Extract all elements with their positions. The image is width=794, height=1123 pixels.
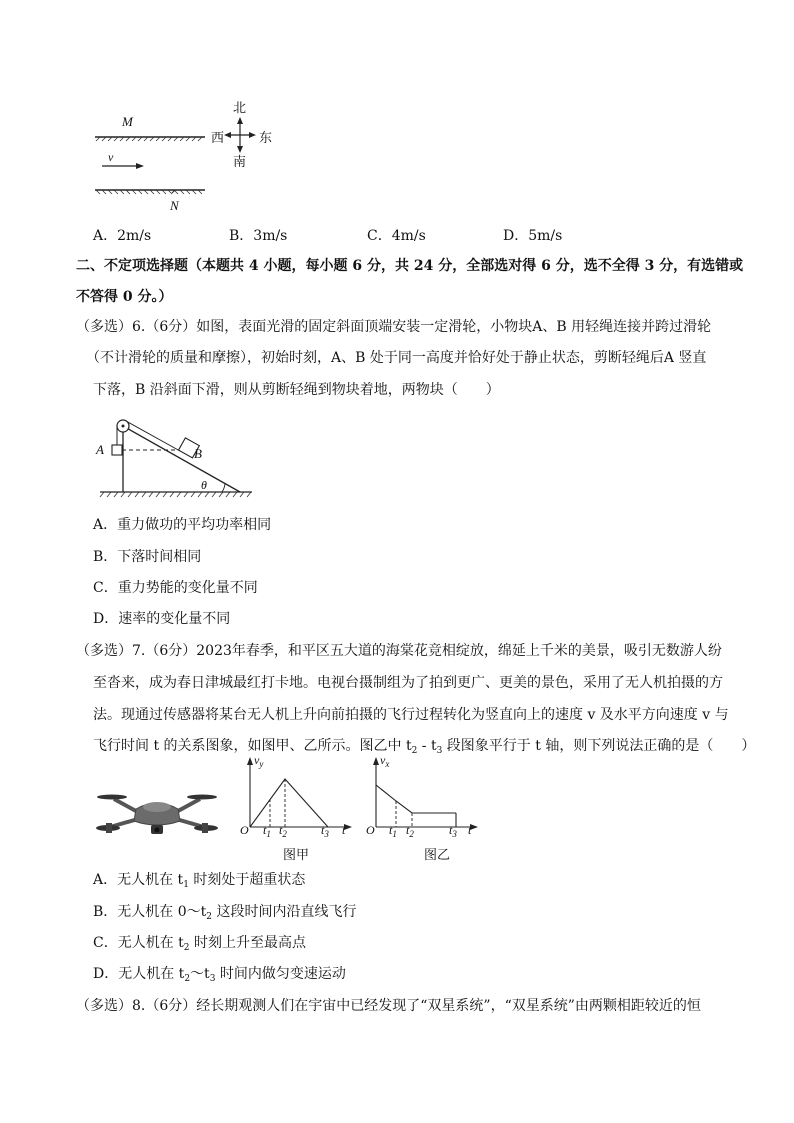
- velocity-label: v: [108, 150, 114, 164]
- graph-yi: [364, 753, 484, 865]
- q5-option-d: D．5m/s: [503, 228, 563, 244]
- graph-jia-t2-t: t: [279, 823, 283, 837]
- q6-stem-line3: 下落，B 沿斜面下滑，则从剪断轻绳到物块着地，两物块（ ）: [93, 382, 500, 398]
- graph-yi-ylabel-v: v: [380, 753, 386, 767]
- graph-yi-t3-t: t: [449, 823, 453, 837]
- q5-option-a: A．2m/s: [93, 228, 152, 244]
- graph-jia-t3-t: t: [321, 823, 325, 837]
- compass-north: 北: [233, 101, 247, 116]
- q5-option-c: C．4m/s: [367, 228, 426, 244]
- q6-figure: [90, 412, 260, 504]
- q7-option-d-sub2: 3: [209, 974, 216, 984]
- graph-jia: [238, 753, 358, 865]
- graph-jia-xlabel: t: [342, 823, 346, 837]
- q7-option-a-sub: 1: [183, 880, 189, 890]
- q7-line4-pre: 飞行时间 t 的关系图象，如图甲、乙所示。图乙中 t: [93, 738, 412, 754]
- graph-jia-t2: [279, 823, 287, 839]
- graph-jia-t1-sub: 1: [266, 829, 271, 839]
- compass-west: 西: [211, 131, 225, 146]
- q6-option-a: A．重力做功的平均功率相同: [93, 517, 272, 533]
- graph-yi-t1-t: t: [389, 823, 393, 837]
- graph-jia-origin: O: [240, 823, 249, 837]
- graph-yi-t2-t: t: [406, 823, 410, 837]
- graph-jia-caption: 图甲: [283, 848, 310, 863]
- q7-option-d-post: 时间内做匀变速运动: [215, 966, 346, 982]
- q7-stem-line3: 法。现通过传感器将某台无人机上升向前拍摄的飞行过程转化为竖直向上的速度 v 及水平方向速度 v 与: [93, 707, 729, 723]
- graph-yi-t2-sub: 2: [409, 829, 414, 839]
- rail-n-label: N: [170, 198, 179, 213]
- graph-jia-ylabel-sub: y: [259, 759, 264, 769]
- rail-m-label: M: [122, 114, 133, 129]
- q7-option-a-post: 时刻处于超重状态: [188, 872, 306, 888]
- q7-option-c-sub: 2: [183, 943, 190, 953]
- graph-yi-caption: 图乙: [424, 848, 451, 863]
- graph-yi-xlabel: t: [468, 823, 472, 837]
- section2-heading-line2: 不答得 0 分。）: [76, 289, 173, 305]
- graph-jia-ylabel-v: v: [254, 753, 260, 767]
- graph-yi-t3: [449, 823, 457, 839]
- graph-yi-t2: [406, 823, 414, 839]
- q5-option-b: B．3m/s: [229, 228, 288, 244]
- q6-option-c: C．重力势能的变化量不同: [93, 580, 258, 596]
- q7-stem-line1: （多选）7.（6分）2023年春季，和平区五大道的海棠花竞相绽放，绵延上千米的美景，吸引无数游人纷: [76, 643, 722, 659]
- drone-image: [96, 787, 218, 841]
- section2-heading-line1: 二、不定项选择题（本题共 4 小题，每小题 6 分，共 24 分，全部选对得 6 分，选不全得 3 分，有选错或: [76, 258, 744, 274]
- q5-figure: [90, 100, 290, 215]
- q6-option-d: D．速率的变化量不同: [93, 611, 231, 627]
- q7-option-c-pre: C．无人机在 t: [93, 935, 184, 951]
- q7-option-d: [93, 964, 346, 989]
- graph-jia-ylabel: [254, 753, 263, 769]
- graph-yi-t3-sub: 3: [452, 829, 457, 839]
- q7-option-d-mid: ～t: [190, 966, 210, 982]
- graph-jia-t1-t: t: [263, 823, 267, 837]
- q8-stem-line1: （多选）8.（6分）经长期观测人们在宇宙中已经发现了“双星系统”，“双星系统”由两颗相距较近的恒: [76, 998, 701, 1014]
- q6-stem-line1: （多选）6.（6分）如图，表面光滑的固定斜面顶端安装一定滑轮，小物块A、B 用轻绳连接并跨过滑轮: [76, 319, 712, 335]
- q7-option-c: [93, 933, 306, 958]
- graph-yi-ylabel-sub: x: [385, 759, 390, 769]
- q7-option-b-pre: B．无人机在 0～t: [93, 904, 207, 920]
- q7-option-a-pre: A．无人机在 t: [93, 872, 184, 888]
- q7-option-d-pre: D．无人机在 t: [93, 966, 185, 982]
- graph-jia-t3-sub: 3: [324, 829, 329, 839]
- graph-yi-ylabel: [380, 753, 389, 769]
- graph-jia-t1: [263, 823, 271, 839]
- q7-option-a: [93, 870, 305, 895]
- q7-line4-sub2: 3: [436, 746, 443, 756]
- q7-line4-mid: - t: [417, 738, 437, 754]
- block-a-label: A: [96, 442, 104, 457]
- graph-jia-t3: [321, 823, 329, 839]
- graph-yi-t1: [389, 823, 397, 839]
- q7-option-b: [93, 902, 356, 927]
- graph-jia-t2-sub: 2: [282, 829, 287, 839]
- graph-yi-t1-sub: 1: [392, 829, 397, 839]
- q7-stem-line2: 至沓来，成为春日津城最红打卡地。电视台摄制组为了拍到更广、更美的景色，采用了无人机拍摄的方: [93, 675, 723, 691]
- q6-option-b: B．下落时间相同: [93, 549, 202, 565]
- q7-option-c-post: 时刻上升至最高点: [189, 935, 306, 951]
- q7-option-d-sub1: 2: [184, 974, 191, 984]
- q7-line4-post: 段图象平行于 t 轴，则下列说法正确的是（ ）: [442, 738, 756, 754]
- graph-yi-origin: O: [366, 823, 375, 837]
- q7-option-b-post: 这段时间内沿直线飞行: [212, 904, 357, 920]
- block-b-label: B: [194, 446, 202, 461]
- q6-stem-line2: （不计滑轮的质量和摩擦），初始时刻，A、B 处于同一高度并恰好处于静止状态，剪断轻绳后A 竖直: [86, 350, 707, 366]
- compass-east: 东: [259, 131, 273, 146]
- compass-south: 南: [233, 155, 247, 170]
- theta-label: θ: [201, 478, 207, 492]
- q7-option-b-sub: 2: [206, 912, 213, 922]
- q7-line4-sub1: 2: [411, 746, 418, 756]
